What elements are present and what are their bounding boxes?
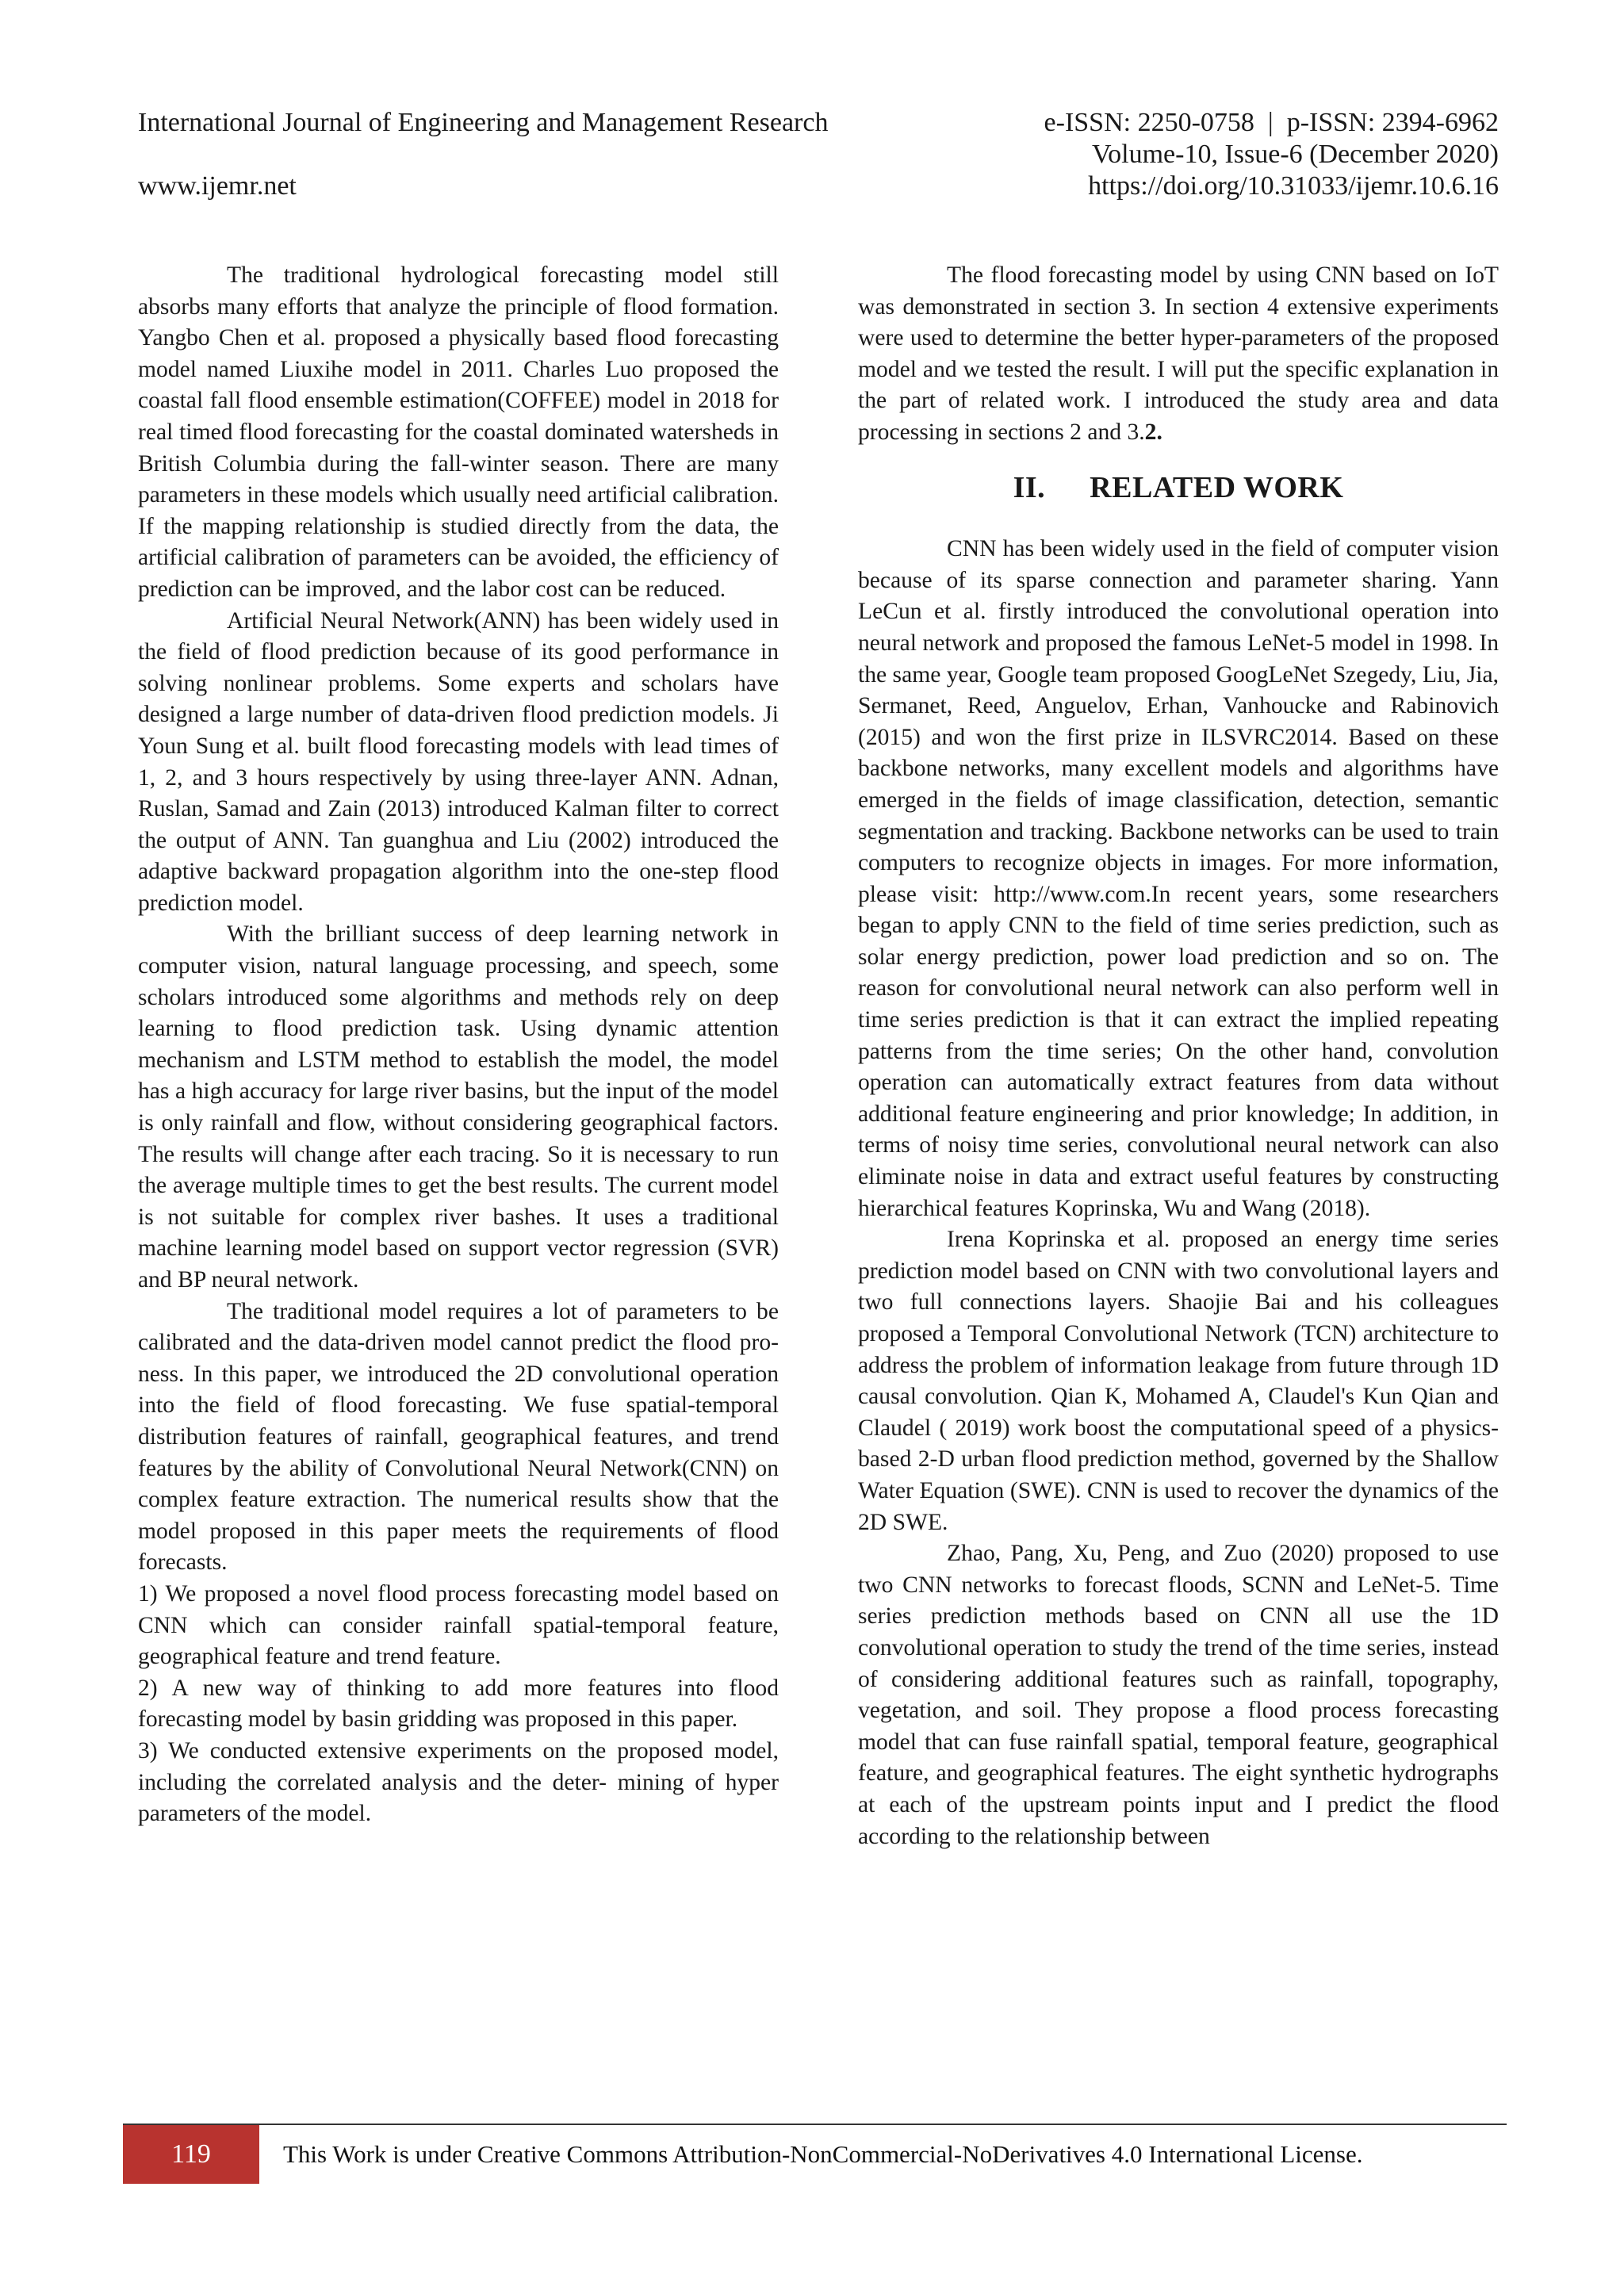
bold-section-ref: 2. [1144, 419, 1162, 445]
page-header [138, 107, 1499, 202]
paragraph: Artificial Neural Network(ANN) has been widely used in the field of flood prediction because of its good performance in solving nonlinear problems. Some experts and scholars have designed a large number of data-driven flood prediction models. Ji Youn Sung et al. built flood forecasting models with lead times of 1, 2, and 3 hours respectively by using three-layer ANN. Adnan, Ruslan, Samad and Zain (2013) introduced Kalman filter to correct the output of ANN. Tan guanghua and Liu (2002) introduced the adaptive backward propagation algorithm into the one-step flood prediction model. [138, 607, 779, 916]
issn: e-ISSN: 2250-0758 | p-ISSN: 2394-6962 [1044, 108, 1499, 137]
paragraph: The traditional model requires a lot of parameters to be calibrated and the data-driven model cannot predict the flood pro- ness. In this paper, we introduced the 2D convolutional operation into the field of flood forecasting. We fuse spatial-temporal distribution features of rainfall, geographical features, and trend features by the ability of Convolutional Neural Network(CNN) on complex feature extraction. The numerical results show that the model proposed in this paper meets the requirements of flood forecasts. [138, 1298, 779, 1576]
paragraph-text: The flood forecasting model by using CNN based on IoT was demonstrated in section 3. In section 4 extensive experiments were used to determine the better hyper-parameters of the proposed model and we tested the result. I will put the specific explanation in the part of related work. I introduced the study area and data processing in sections 2 and 3. [858, 262, 1499, 445]
page-number: 119 [123, 2125, 259, 2184]
right-column [858, 260, 1499, 1852]
paragraph [858, 260, 1499, 449]
left-column [138, 260, 779, 1830]
paragraph: The traditional hydrological forecasting model still absorbs many efforts that analyze the principle of flood formation. Yangbo Chen et al. proposed a physically based flood forecasting model named Liuxihe model in 2011. Charles Luo proposed the coastal fall flood ensemble estimation(COFFEE) model in 2018 for real timed flood forecasting for the coastal dominated watersheds in British Columbia during the fall-winter season. There are many parameters in these models which usually need artificial calibration. If the mapping relationship is studied directly from the data, the artificial calibration of parameters can be avoided, the efficiency of prediction can be improved, and the labor cost can be reduced. [138, 262, 779, 602]
contribution-item: 3) We conducted extensive experiments on the proposed model, including the correlated analysis and the deter- mining of hyper parameters of the model. [138, 1737, 779, 1827]
page-footer [123, 2124, 1507, 2184]
paragraph: Zhao, Pang, Xu, Peng, and Zuo (2020) proposed to use two CNN networks to forecast floods, SCNN and LeNet-5. Time series prediction methods based on CNN all use the 1D convolutional operation to study the trend of the time series, instead of considering additional features such as rainfall, topography, vegetation, and soil. They propose a flood process forecasting model that can fuse rainfall spatial, temporal feature, geographical feature, and geographical features. The eight synthetic hydrographs at each of the upstream points input and I predict the flood according to the relationship between [858, 1541, 1499, 1849]
paragraph: With the brilliant success of deep learning network in computer vision, natural language processing, and speech, some scholars introduced some algorithms and methods rely on deep learning to flood prediction task. Using dynamic attention mechanism and LSTM method to establish the model, the model has a high accuracy for large river basins, but the input of the model is only rainfall and flow, without considering geographical factors. The results will change after each tracing. So it is necessary to run the average multiple times to get the best results. The current model is not suitable for complex river bashes. It uses a traditional machine learning model based on support vector regression (SVR) and BP neural network. [138, 921, 779, 1293]
paragraph: Irena Koprinska et al. proposed an energy time series prediction model based on CNN with two convolutional layers and two full connections layers. Shaojie Bai and his colleagues proposed a Temporal Convolutional Network (TCN) architecture to address the problem of information leakage from future through 1D causal convolution. Qian K, Mohamed A, Claudel's Kun Qian and Claudel ( 2019) work boost the computational speed of a physics-based 2-D urban flood prediction method, governed by the Shallow Water Equation (SWE). CNN is used to recover the dynamics of the 2D SWE. [858, 1227, 1499, 1535]
website-link[interactable]: www.ijemr.net [138, 171, 297, 201]
section-number: II. [1013, 470, 1046, 504]
contribution-item: 1) We proposed a novel flood process forecasting model based on CNN which can consider rainfall spatial-temporal feature, geographical feature and trend feature. [138, 1580, 779, 1670]
journal-title: International Journal of Engineering and Management Research [138, 108, 829, 137]
section-title: RELATED WORK [1090, 470, 1344, 504]
section-heading [858, 470, 1499, 504]
volume-info: Volume-10, Issue-6 (December 2020) [1091, 140, 1499, 169]
paragraph: CNN has been widely used in the field of computer vision because of its sparse connection and parameter sharing. Yann LeCun et al. firstly introduced the convolutional operation into neural network and proposed the famous LeNet-5 model in 1998. In the same year, Google team proposed GoogLeNet Szegedy, Liu, Jia, Sermanet, Reed, Anguelov, Erhan, Vanhoucke and Rabinovich (2015) and won the first prize in ILSVRC2014. Based on these backbone networks, many excellent models and algorithms have emerged in the fields of image classification, detection, semantic segmentation and tracking. Backbone networks can be used to train computers to recognize objects in images. For more information, please visit: http://www.com.In recent years, some researchers began to apply CNN to the field of time series prediction, such as solar energy prediction, power load prediction and so on. The reason for convolutional neural network can also perform well in time series prediction is that it can extract the implied repeating patterns from the time series; On the other hand, convolution operation can automatically extract features from data without additional feature engineering and prior knowledge; In addition, in terms of noisy time series, convolutional neural network can also eliminate noise in data and extract useful features by constructing hierarchical features Koprinska, Wu and Wang (2018). [858, 536, 1500, 1221]
license-text: This Work is under Creative Commons Attribution-NonCommercial-NoDerivatives 4.0 International License. [283, 2140, 1363, 2168]
contribution-item: 2) A new way of thinking to add more features into flood forecasting model by basin gridding was proposed in this paper. [138, 1675, 779, 1733]
doi-link[interactable]: https://doi.org/10.31033/ijemr.10.6.16 [1088, 171, 1499, 201]
